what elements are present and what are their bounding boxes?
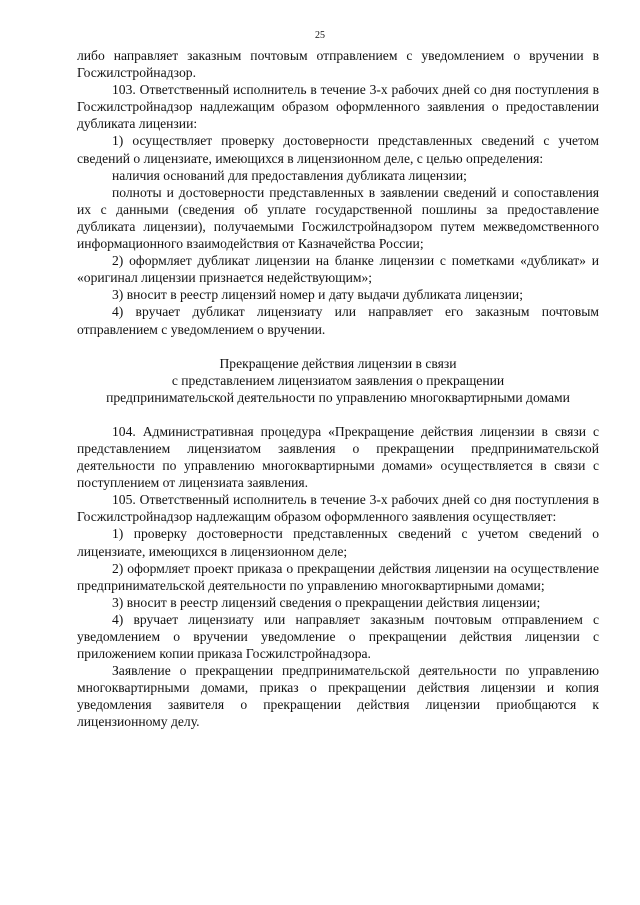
paragraph-103-item-4: 4) вручает дубликат лицензиату или направляет его заказным почтовым отправлением с уведомлением о вручении. <box>77 304 599 337</box>
paragraph-continuation: либо направляет заказным почтовым отправлением с уведомлением о вручении в Госжилстройнадзор. <box>77 48 599 81</box>
section-heading-line: с представлением лицензиатом заявления о прекращении <box>171 372 505 388</box>
paragraph-104: 104. Административная процедура «Прекращение действия лицензии в связи с представлением лицензиатом заявления о прекращении предпринимательской деятельности по управлению многоквартирными домами» осуществляется в связи с поступлением от лицензиата заявления. <box>77 423 599 491</box>
paragraph-105-item-1: 1) проверку достоверности представленных сведений с учетом сведений о лицензиате, имеющихся в лицензионном деле; <box>77 526 599 559</box>
page-number: 25 <box>315 30 325 41</box>
paragraph-103-item-1: 1) осуществляет проверку достоверности представленных сведений с учетом сведений о лицензиате, имеющихся в лицензионном деле, с целью определения: <box>77 133 599 166</box>
paragraph-closing: Заявление о прекращении предпринимательской деятельности по управлению многоквартирными домами, приказ о прекращении действия лицензии и копия уведомления заявителя о прекращении действия лицензии приобщаются к лицензионному делу. <box>77 663 599 730</box>
section-heading-line: предпринимательской деятельности по управлению многоквартирными домами <box>106 389 570 405</box>
section-heading-line: Прекращение действия лицензии в связи <box>219 355 457 371</box>
section-heading <box>77 355 599 406</box>
paragraph-103-item-3: 3) вносит в реестр лицензий номер и дату выдачи дубликата лицензии; <box>112 287 523 303</box>
paragraph-103-item-2: 2) оформляет дубликат лицензии на бланке лицензии с пометками «дубликат» и «оригинал лицензии признается недействующим»; <box>77 253 599 286</box>
paragraph-103-item-1b: полноты и достоверности представленных в заявлении сведений и сопоставления их с данными (сведения об уплате государственной пошлины за предоставление дубликата лицензии), получаемыми Госжилстройнадзором путем межведомственного информационного взаимодействия от Казначейства России; <box>77 184 599 252</box>
paragraph-105: 105. Ответственный исполнитель в течение 3-х рабочих дней со дня поступления в Госжилстройнадзор надлежащим образом оформленного заявления осуществляет: <box>77 492 599 525</box>
document-body <box>77 47 599 731</box>
paragraph-103: 103. Ответственный исполнитель в течение 3-х рабочих дней со дня поступления в Госжилстройнадзор надлежащим образом оформленного заявления о предоставлении дубликата лицензии: <box>77 82 599 132</box>
paragraph-103-item-1a: наличия оснований для предоставления дубликата лицензии; <box>112 167 467 183</box>
paragraph-105-item-4: 4) вручает лицензиату или направляет заказным почтовым отправлением с уведомлением о вручении уведомление о прекращении действия лицензии с приложением копии приказа Госжилстройнадзора. <box>77 611 599 662</box>
paragraph-105-item-2: 2) оформляет проект приказа о прекращении действия лицензии на осуществление предпринимательской деятельности по управлению многоквартирными домами; <box>77 560 599 593</box>
paragraph-105-item-3: 3) вносит в реестр лицензий сведения о прекращении действия лицензии; <box>112 594 541 610</box>
